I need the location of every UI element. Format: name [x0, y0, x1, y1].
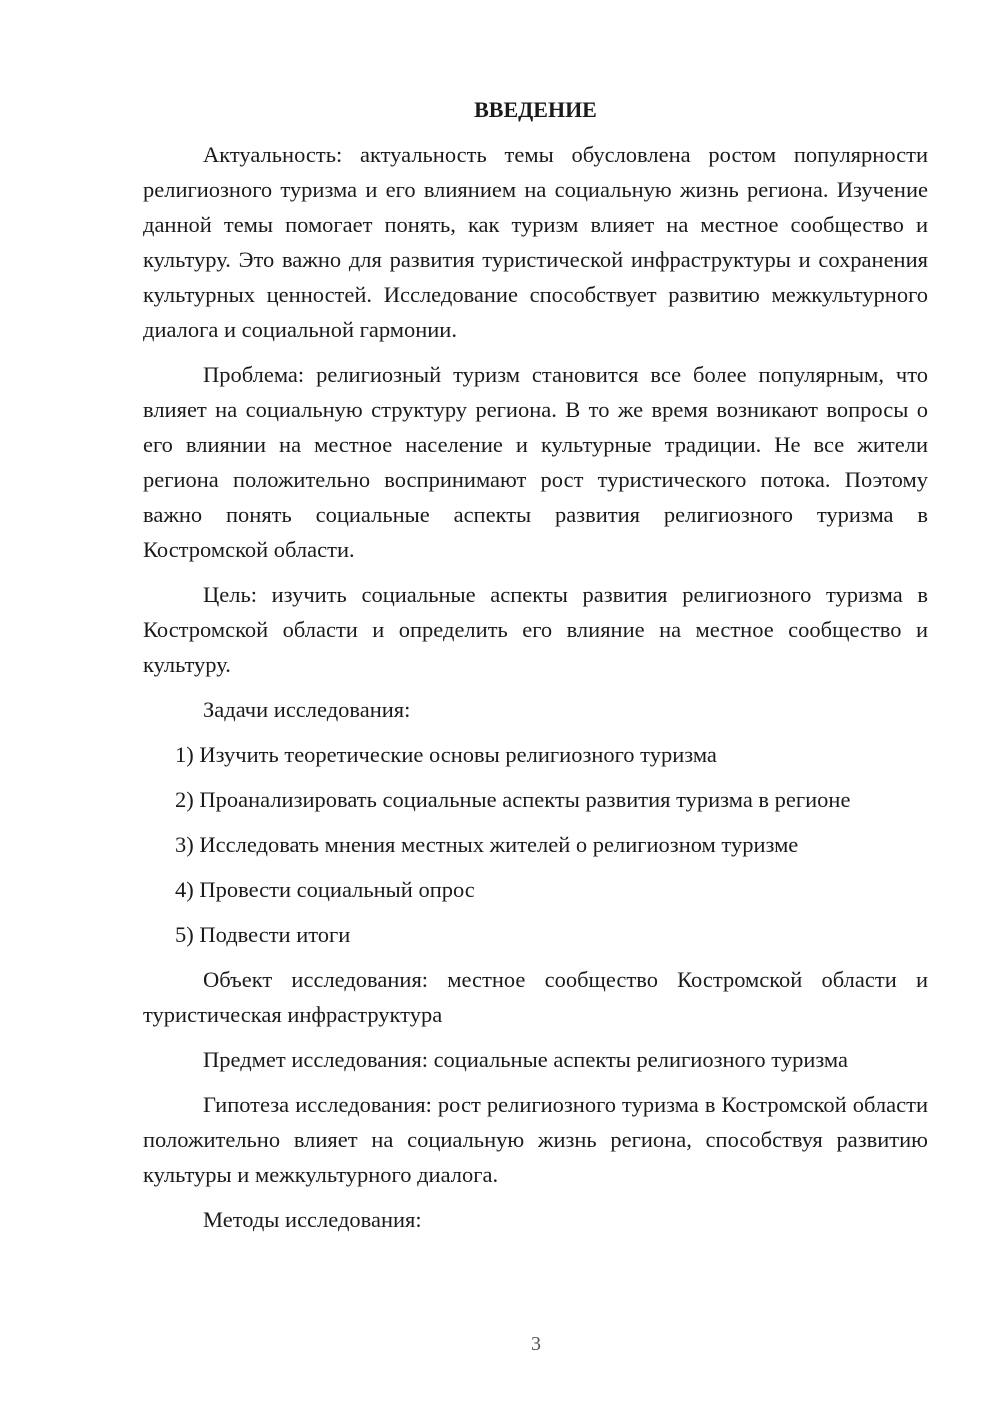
list-item: 3) Исследовать мнения местных жителей о религиозном туризме: [175, 832, 799, 857]
paragraph-relevance: Актуальность: актуальность темы обусловлена ростом популярности религиозного туризма и его влиянием на социальную жизнь региона. Изучение данной темы помогает понять, как туризм влияет на местное сообщество и культуру. Это важно для развития туристической инфраструктуры и сохранения культурных ценностей. Исследование способствует развитию межкультурного диалога и социальной гармонии.: [143, 142, 928, 342]
tasks-heading: Задачи исследования:: [203, 697, 411, 722]
methods-heading: Методы исследования:: [203, 1207, 422, 1232]
tasks-list: [143, 737, 928, 952]
list-item: 1) Изучить теоретические основы религиозного туризма: [175, 742, 717, 767]
list-item: 2) Проанализировать социальные аспекты развития туризма в регионе: [175, 787, 851, 812]
paragraph-goal: Цель: изучить социальные аспекты развития религиозного туризма в Костромской области и определить его влияние на местное сообщество и культуру.: [143, 582, 928, 677]
list-item: 4) Провести социальный опрос: [175, 877, 475, 902]
list-item: 5) Подвести итоги: [175, 922, 351, 947]
paragraph-subject: Предмет исследования: социальные аспекты религиозного туризма: [203, 1047, 849, 1072]
page-number: 3: [531, 1333, 541, 1355]
paragraph-problem: Проблема: религиозный туризм становится все более популярным, что влияет на социальную структуру региона. В то же время возникают вопросы о его влиянии на местное население и культурные традиции. Не все жители региона положительно воспринимают рост туристического потока. Поэтому важно понять социальные аспекты развития религиозного туризма в Костромской области.: [143, 362, 928, 562]
paragraph-object: Объект исследования: местное сообщество Костромской области и туристическая инфраструктура: [143, 967, 928, 1027]
page-content: [143, 92, 928, 1247]
paragraph-hypothesis: Гипотеза исследования: рост религиозного туризма в Костромской области положительно влияет на социальную жизнь региона, способствуя развитию культуры и межкультурного диалога.: [143, 1092, 928, 1187]
section-title: ВВЕДЕНИЕ: [474, 97, 597, 122]
